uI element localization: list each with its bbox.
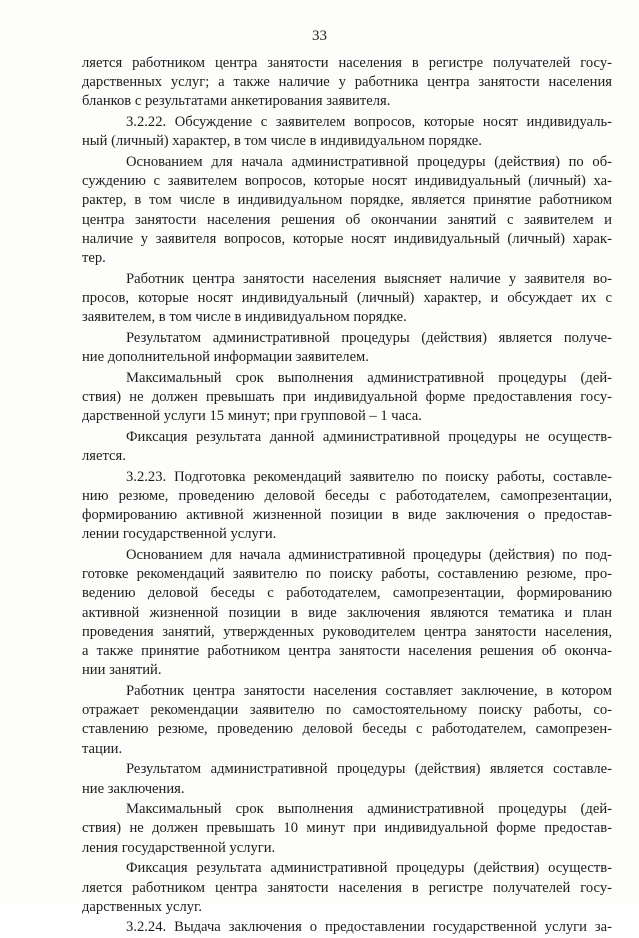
text-line: Основанием для начала административной процедуры (действия) по под- (126, 547, 612, 564)
text-line: Фиксация результата административной процедуры (действия) осуществ- (126, 860, 612, 877)
text-line: заявителем, в том числе в индивидуальном порядке. (82, 309, 407, 326)
paragraph (82, 113, 612, 151)
text-line: тации. (82, 740, 123, 757)
text-line: дарственных услуг. (82, 898, 203, 915)
text-line: готовке рекомендаций заявителю по поиску работы, составлению резюме, про- (82, 566, 612, 583)
text-line: ный (личный) характер, в том числе в индивидуальном порядке. (82, 133, 482, 150)
text-line: Работник центра занятости населения выясняет наличие у заявителя во- (126, 270, 612, 287)
text-line: 3.2.24. Выдача заключения о предоставлении государственной услуги за- (126, 919, 612, 936)
text-line: отражает рекомендации заявителю по самостоятельному поиску работы, со- (82, 702, 612, 719)
text-line: ляется работником центра занятости населения в регистре получателей госу- (82, 879, 612, 896)
text-line: ствия) не должен превышать 10 минут при индивидуальной форме предостав- (82, 820, 612, 837)
paragraph (82, 859, 612, 917)
text-line: просов, которые носят индивидуальный (личный) характер, и обсуждает их с (82, 289, 612, 306)
text-line: ставлению резюме, проведению деловой беседы с работодателем, самопрезен- (82, 721, 612, 738)
text-line: суждению с заявителем вопросов, которые носят индивидуальный (личный) ха- (82, 173, 612, 190)
text-line: рактер, в том числе в индивидуальном порядке, является принятие работником (82, 192, 612, 209)
text-line: 3.2.23. Подготовка рекомендаций заявителю по поиску работы, составле- (126, 468, 612, 485)
text-line: центра занятости населения решения об окончании занятий с заявителем и (82, 211, 612, 228)
text-line: ведению деловой беседы с работодателем, самопрезентации, формированию (82, 585, 612, 602)
text-line: бланков с результатами анкетирования заявителя. (82, 93, 391, 110)
text-line: ления государственной услуги. (82, 839, 276, 856)
text-line: Работник центра занятости населения составляет заключение, в котором (126, 683, 612, 699)
text-line: ние дополнительной информации заявителем. (82, 349, 369, 366)
text-line: ляется. (82, 448, 126, 465)
paragraph (82, 329, 612, 367)
text-line: активной жизненной позиции в виде заключения являются тематика и план (82, 604, 612, 621)
text-line: дарственных услуг; а также наличие у работника центра занятости населения (82, 74, 612, 91)
paragraph (82, 153, 612, 268)
text-line: формированию активной жизненной позиции в виде заключения о предостав- (82, 507, 612, 524)
page-number: 33 (312, 28, 327, 44)
text-line: нию резюме, проведению деловой беседы с работодателем, самопрезентации, (82, 487, 612, 504)
text-line: Результатом административной процедуры (действия) является получе- (126, 329, 612, 346)
paragraph (82, 760, 612, 798)
text-line: тер. (82, 250, 106, 267)
paragraph (82, 428, 612, 466)
paragraph (82, 546, 612, 680)
text-line: ствия) не должен превышать при индивидуальной форме предоставления госу- (82, 388, 612, 405)
text-line: Основанием для начала административной процедуры (действия) по об- (126, 154, 612, 171)
text-line: 3.2.22. Обсуждение с заявителем вопросов, которые носят индивидуаль- (126, 114, 612, 131)
text-line: Максимальный срок выполнения административной процедуры (дей- (126, 369, 612, 386)
text-line: проведения занятий, утвержденных руководителем центра занятости населения, (82, 623, 612, 640)
paragraph (82, 54, 612, 112)
text-line: нии занятий. (82, 662, 162, 679)
text-line: ние заключения. (82, 780, 185, 797)
paragraph (82, 270, 612, 328)
text-line: ляется работником центра занятости населения в регистре получателей госу- (82, 55, 612, 71)
paragraph (82, 369, 612, 427)
text-line: лении государственной услуги. (82, 526, 277, 543)
text-line: дарственной услуги 15 минут; при групповой – 1 часа. (82, 408, 422, 425)
text-line: Максимальный срок выполнения административной процедуры (дей- (126, 801, 612, 818)
paragraph (82, 800, 612, 858)
text-line: а также принятие работником центра занятости населения решения об оконча- (82, 643, 612, 660)
text-line: наличие у заявителя вопросов, которые носят индивидуальный (личный) харак- (82, 230, 612, 247)
document-body (82, 54, 612, 938)
paragraph (82, 682, 612, 759)
paragraph (82, 918, 612, 937)
paragraph (82, 468, 612, 545)
text-line: Результатом административной процедуры (действия) является составле- (126, 761, 612, 778)
text-line: Фиксация результата данной административной процедуры не осуществ- (126, 428, 612, 445)
